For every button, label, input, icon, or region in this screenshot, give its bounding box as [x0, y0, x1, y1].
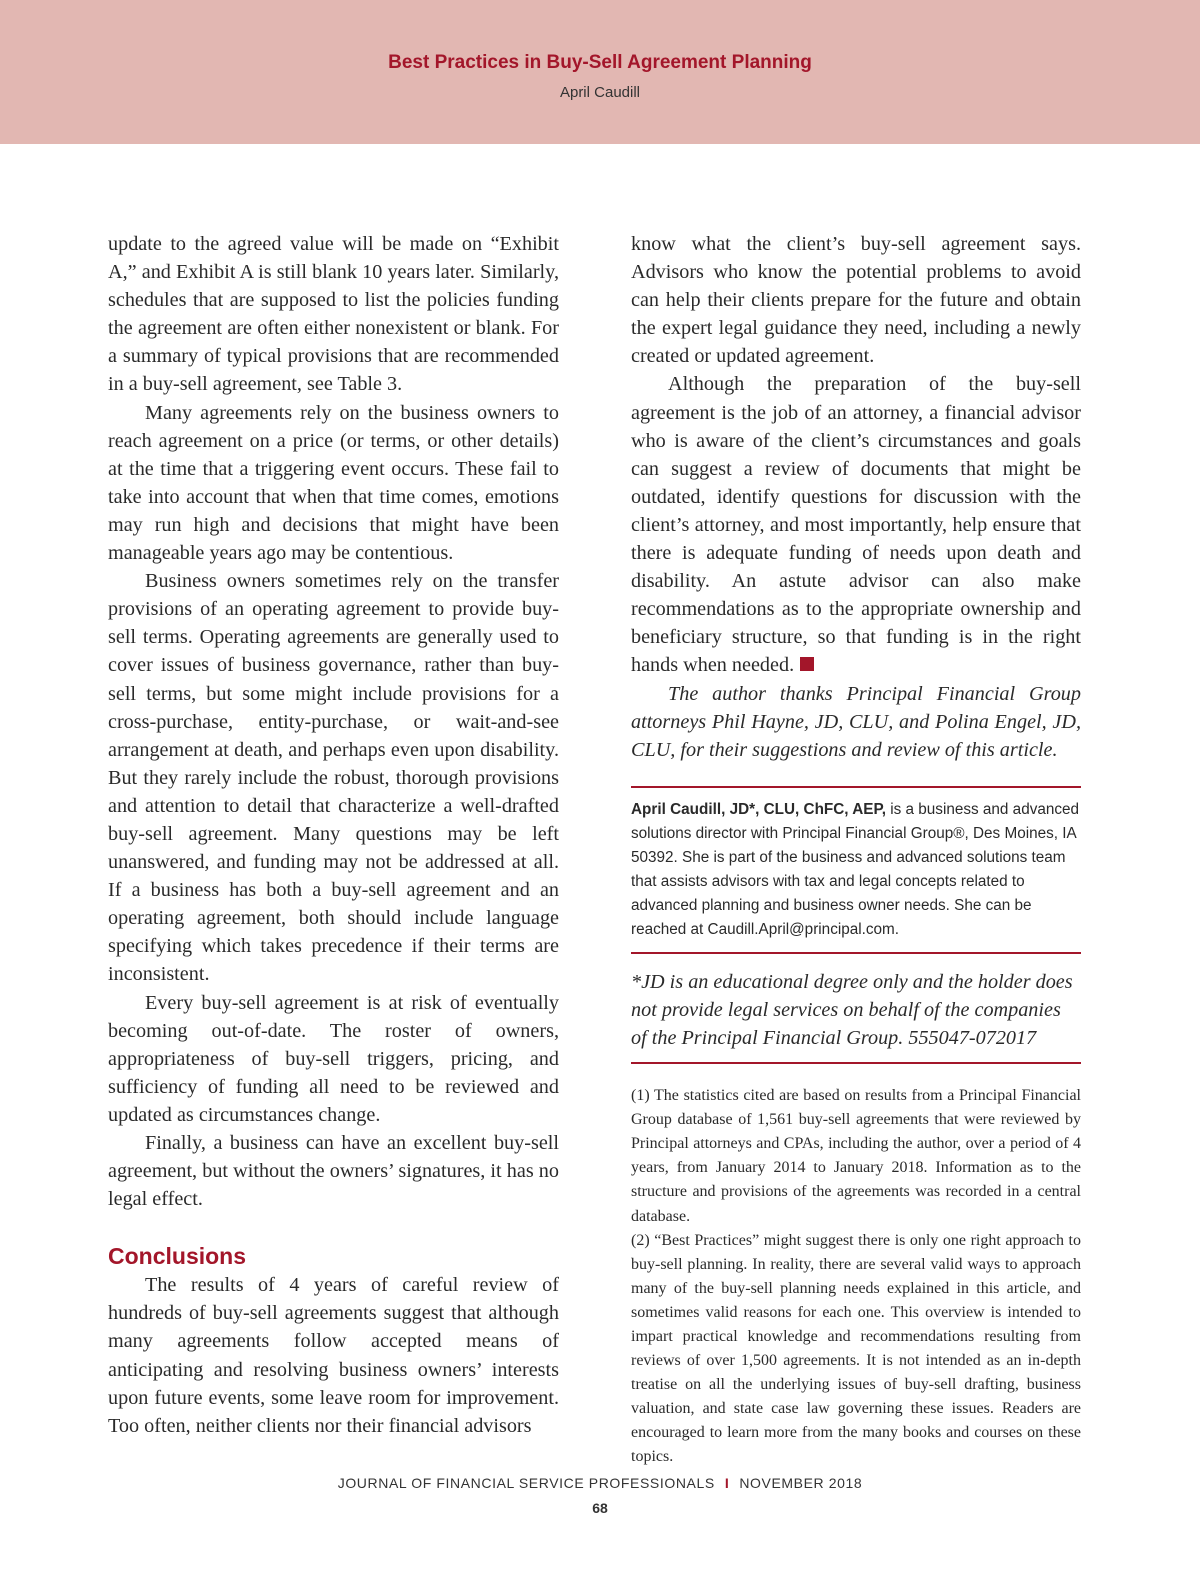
body-paragraph: Business owners sometimes rely on the transfer provisions of an operating agreement to provide buy-sell terms. Operating agreements are generally used to cover issues of business governance, rather than buy-sell terms, but some might include provisions for a cross-purchase, entity-purchase, or wait-and-see arrangement at death, and perhaps even upon disability. But they rarely include the robust, thorough provisions and attention to detail that characterize a well-drafted buy-sell agreement. Many questions may be left unanswered, and funding may not be addressed at all. If a business has both a buy-sell agreement and an operating agreement, both should include language specifying which takes precedence if their terms are inconsistent. — [108, 570, 559, 986]
section-heading-conclusions: Conclusions — [108, 1243, 247, 1270]
page-footer — [0, 1475, 1200, 1491]
footer-separator: I — [724, 1475, 730, 1491]
body-paragraph: The results of 4 years of careful review of hundreds of buy-sell agreements suggest that although many agreements follow accepted means of anticipating and resolving business owners’ interests upon future events, some leave room for improvement. Too often, neither clients nor their financial advisors — [108, 1274, 559, 1437]
footnote-1: (1) The statistics cited are based on results from a Principal Financial Group database of 1,561 buy-sell agreements that were reviewed by Principal attorneys and CPAs, including the author, over a period of 4 years, from January 2014 to January 2018. Information as to the structure and provisions of the agreements was recorded in a central database. — [631, 1087, 1081, 1225]
body-paragraph: Every buy-sell agreement is at risk of eventually becoming out-of-date. The roster of owners, appropriateness of buy-sell triggers, pricing, and sufficiency of funding all need to be reviewed and updated as circumstances change. — [108, 991, 559, 1126]
body-paragraph: update to the agreed value will be made on “Exhibit A,” and Exhibit A is still blank 10 years later. Similarly, schedules that are supposed to list the policies funding the agreement are often either nonexistent or blank. For a summary of typical provisions that are recommended in a buy-sell agreement, see Table 3. — [108, 233, 559, 396]
running-author: April Caudill — [559, 84, 641, 101]
author-bio-name: April Caudill, JD*, CLU, ChFC, AEP, — [631, 800, 886, 818]
end-of-article-mark — [800, 657, 814, 671]
page-number: 68 — [592, 1500, 608, 1516]
issue-date: NOVEMBER 2018 — [739, 1475, 863, 1491]
body-paragraph: Finally, a business can have an excellent buy-sell agreement, but without the owners’ signatures, it has no legal effect. — [108, 1132, 559, 1211]
jd-disclaimer: *JD is an educational degree only and the holder does not provide legal services on behalf of the companies of the Principal Financial Group. 555047-072017 — [631, 970, 1073, 1049]
divider-rule — [631, 786, 1081, 788]
body-paragraph-text: Although the preparation of the buy-sell agreement is the job of an attorney, a financial advisor who is aware of the client’s circumstances and goals can suggest a review of documents that might be outdated, identify questions for discussion with the client’s attorney, and most importantly, help ensure that there is adequate funding of needs upon death and disability. An astute advisor can also make recommendations as to the appropriate ownership and beneficiary structure, so that funding is in the right hands when needed. — [631, 373, 1081, 677]
author-bio-text: is a business and advanced solutions director with Principal Financial Group®, Des Moines, IA 50392. She is part of the business and advanced solutions team that assists advisors with tax and legal concepts related to advanced planning and business owner needs. She can be reached at Caudill.April@principal.com. — [631, 800, 1080, 938]
divider-rule — [631, 952, 1081, 954]
running-title: Best Practices in Buy-Sell Agreement Planning — [388, 52, 812, 73]
divider-rule — [631, 1062, 1081, 1064]
acknowledgment: The author thanks Principal Financial Group attorneys Phil Hayne, JD, CLU, and Polina Engel, JD, CLU, for their suggestions and review of this article. — [631, 682, 1081, 761]
body-paragraph: know what the client’s buy-sell agreement says. Advisors who know the potential problems to avoid can help their clients prepare for the future and obtain the expert legal guidance they need, including a newly created or updated agreement. — [631, 233, 1081, 368]
left-column — [108, 230, 559, 1440]
footnote-2: (2) “Best Practices” might suggest there is only one right approach to buy-sell planning. In reality, there are several valid ways to approach many of the buy-sell planning needs explained in this article, and sometimes valid reasons for each one. This overview is intended to impart practical knowledge and recommendations resulting from reviews of over 1,500 agreements. It is not intended as an in-depth treatise on all the underlying issues of buy-sell drafting, business valuation, and state case law governing these issues. Readers are encouraged to learn more from the many books and courses on these topics. — [631, 1231, 1081, 1466]
right-column — [631, 230, 1081, 1470]
journal-name: JOURNAL OF FINANCIAL SERVICE PROFESSIONALS — [337, 1475, 715, 1491]
body-paragraph: Many agreements rely on the business owners to reach agreement on a price (or terms, or other details) at the time that a triggering event occurs. These fail to take into account that when that time comes, emotions may run high and decisions that might have been manageable years ago may be contentious. — [108, 401, 559, 565]
body-paragraph-final — [631, 370, 1081, 679]
author-bio — [631, 798, 1081, 942]
